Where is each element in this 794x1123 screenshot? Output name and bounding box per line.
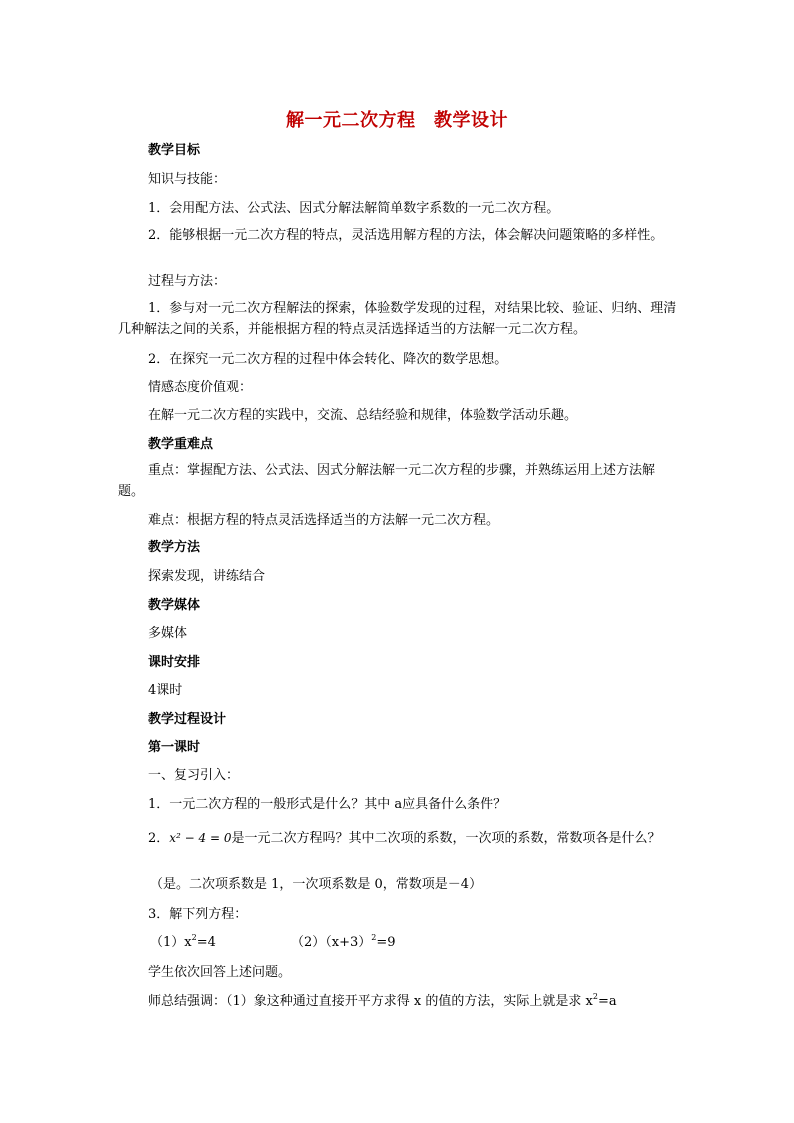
equation-2-base: （2）（x+3）	[291, 935, 372, 950]
keypoints-heading: 教学重难点	[148, 437, 214, 452]
knowledge-label: 知识与技能：	[148, 172, 227, 187]
teacher-summary-rhs: =a	[597, 994, 617, 1009]
equation-2	[291, 934, 396, 951]
teacher-summary-exponent: 2	[592, 992, 598, 1001]
equation-1-rhs: =4	[196, 935, 216, 950]
process-item-2: 2．在探究一元二次方程的过程中体会转化、降次的数学思想。	[148, 352, 508, 367]
teacher-summary-text: 师总结强调：（1）象这种通过直接开平方求得 x 的值的方法，实际上就是求 x	[148, 994, 593, 1009]
equation-inline: x² − 4 = 0	[169, 831, 232, 845]
equation-2-rhs: =9	[376, 935, 396, 950]
question-2	[118, 828, 678, 849]
emotion-label: 情感态度价值观：	[148, 380, 253, 395]
key-point: 重点：掌握配方法、公式法、因式分解法解一元二次方程的步骤，并熟练运用上述方法解题。	[118, 463, 656, 499]
method-text: 探索发现，讲练结合	[148, 569, 266, 584]
media-text: 多媒体	[148, 626, 188, 641]
teacher-summary	[148, 993, 617, 1010]
question-2-number: 2．	[148, 831, 170, 846]
page-title: 解一元二次方程 教学设计	[286, 110, 508, 131]
process-item-1: 1．参与对一元二次方程解法的探索，体验数学发现的过程，对结果比较、验证、归纳、理清几种解法之间的关系，并能根据方程的特点灵活选择适当的方法解一元二次方程。	[118, 301, 677, 337]
process-label: 过程与方法：	[148, 274, 227, 289]
question-3: 3．解下列方程：	[148, 907, 248, 922]
equation-2-exponent: 2	[371, 933, 377, 942]
media-heading: 教学媒体	[148, 598, 201, 613]
answer-2: （是。二次项系数是 1，一次项系数是 0，常数项是－4）	[150, 877, 483, 892]
schedule-heading: 课时安排	[148, 655, 201, 670]
goals-heading: 教学目标	[148, 143, 201, 158]
equation-1	[150, 934, 216, 951]
review-label: 一、复习引入：	[148, 768, 240, 783]
emotion-item: 在解一元二次方程的实践中，交流、总结经验和规律，体验数学活动乐趣。	[148, 408, 578, 423]
schedule-text: 4课时	[148, 683, 183, 698]
question-1: 1．一元二次方程的一般形式是什么？其中 a应具备什么条件？	[148, 797, 507, 812]
equation-1-exponent: 2	[191, 933, 197, 942]
equation-1-base: （1）x	[150, 935, 192, 950]
difficulty-point: 难点：根据方程的特点灵活选择适当的方法解一元二次方程。	[148, 513, 500, 528]
students-note: 学生依次回答上述问题。	[148, 965, 292, 980]
lesson1-heading: 第一课时	[148, 740, 201, 755]
knowledge-item-1: 1．会用配方法、公式法、因式分解法解简单数字系数的一元二次方程。	[148, 201, 560, 216]
knowledge-item-2: 2．能够根据一元二次方程的特点，灵活选用解方程的方法，体会解决问题策略的多样性。	[148, 228, 664, 243]
question-2-text: 是一元二次方程吗？其中二次项的系数，一次项的系数，常数项各是什么？	[231, 831, 661, 846]
method-heading: 教学方法	[148, 540, 201, 555]
design-heading: 教学过程设计	[148, 712, 227, 727]
